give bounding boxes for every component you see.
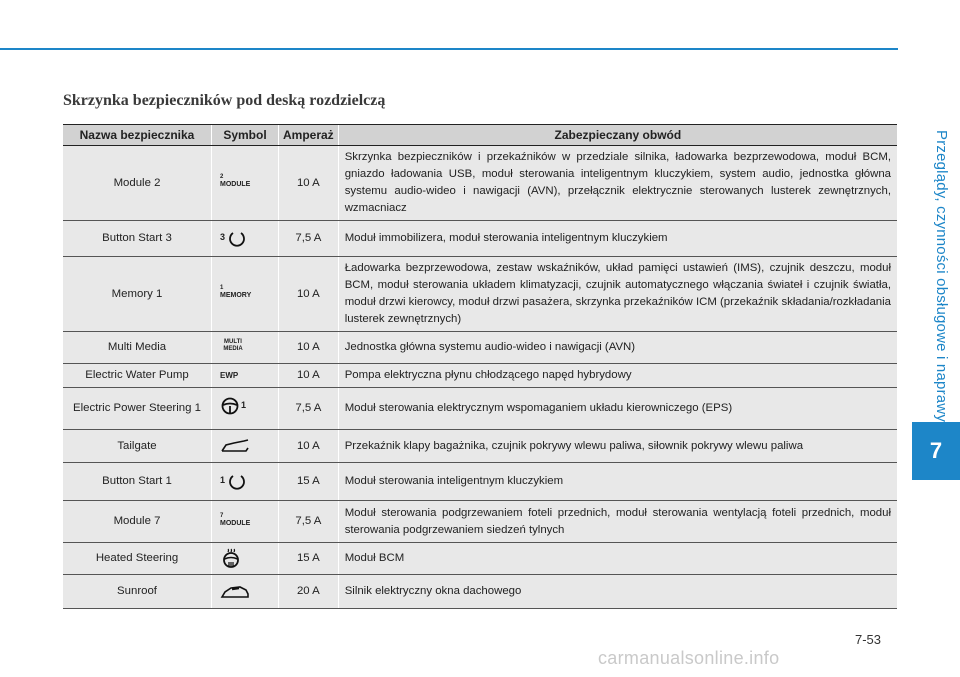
fuse-name: Sunroof — [63, 575, 212, 609]
table-row — [63, 543, 897, 575]
fuse-amperage: 10 A — [279, 257, 339, 332]
fuse-name: Heated Steering — [63, 543, 212, 575]
multimedia-symbol-icon: MULTI MEDIA — [223, 339, 243, 352]
fuse-circuit: Przekaźnik klapy bagażnika, czujnik pokrywy wlewu paliwa, siłownik pokrywy wlewu paliwa — [338, 430, 897, 463]
fuse-symbol — [212, 221, 279, 257]
start-button-icon: 1 — [218, 472, 247, 492]
fuse-amperage: 15 A — [279, 463, 339, 501]
fuse-table — [63, 124, 897, 609]
table-row — [63, 463, 897, 501]
fuse-symbol — [212, 388, 279, 430]
fuse-amperage: 15 A — [279, 543, 339, 575]
module-symbol-icon: 2 MODULE — [220, 174, 251, 188]
tailgate-icon — [218, 437, 272, 455]
fuse-circuit: Pompa elektryczna płynu chłodzącego napęd hybrydowy — [338, 364, 897, 388]
watermark: carmanualsonline.info — [598, 648, 780, 668]
sunroof-icon — [218, 583, 272, 601]
table-row — [63, 332, 897, 364]
fuse-circuit: Moduł sterowania inteligentnym kluczykiem — [338, 463, 897, 501]
page-number: 7-53 — [855, 632, 882, 647]
table-row — [63, 364, 897, 388]
fuse-amperage: 7,5 A — [279, 221, 339, 257]
table-header-row — [63, 125, 897, 146]
table-row — [63, 221, 897, 257]
fuse-amperage: 20 A — [279, 575, 339, 609]
table-row — [63, 430, 897, 463]
fuse-circuit: Skrzynka bezpieczników i przekaźników w przedziale silnika, ładowarka bezprzewodowa, moduł BCM, gniazdo ładowania USB, moduł sterowania inteligentnym kluczykiem, system audio, jednostka główna systemu audio-wideo i nawigacji (AVN), przełącznik elektrycznie sterowanych lusterek zewnętrznych, wzmacniacz — [338, 146, 897, 221]
chapter-tab: 7 — [912, 422, 960, 480]
fuse-circuit: Jednostka główna systemu audio-wideo i nawigacji (AVN) — [338, 332, 897, 364]
fuse-circuit: Moduł immobilizera, moduł sterowania inteligentnym kluczykiem — [338, 221, 897, 257]
header-symbol: Symbol — [212, 125, 279, 146]
fuse-circuit: Moduł sterowania podgrzewaniem foteli przednich, moduł sterowania wentylacją foteli przednich, moduł sterowania podgrzewaniem siedzeń tylnych — [338, 501, 897, 543]
module-symbol-icon: 7 MODULE — [220, 512, 251, 527]
table-row — [63, 501, 897, 543]
table-row — [63, 257, 897, 332]
fuse-circuit: Moduł sterowania elektrycznym wspomaganiem układu kierowniczego (EPS) — [338, 388, 897, 430]
fuse-amperage: 10 A — [279, 364, 339, 388]
fuse-symbol — [212, 257, 279, 332]
header-fuse-name: Nazwa bezpiecznika — [63, 125, 212, 146]
memory-symbol-icon: 1 MEMORY — [220, 285, 252, 299]
start-button-icon: 3 — [218, 229, 247, 249]
fuse-symbol — [212, 146, 279, 221]
fuse-symbol — [212, 501, 279, 543]
table-row — [63, 388, 897, 430]
fuse-name: Multi Media — [63, 332, 212, 364]
fuse-name: Electric Power Steering 1 — [63, 388, 212, 430]
fuse-amperage: 10 A — [279, 146, 339, 221]
fuse-symbol — [212, 332, 279, 364]
heated-steering-icon — [218, 548, 272, 570]
section-title: Skrzynka bezpieczników pod deską rozdzielczą — [63, 92, 386, 109]
fuse-amperage: 7,5 A — [279, 501, 339, 543]
header-circuit: Zabezpieczany obwód — [338, 125, 897, 146]
fuse-circuit: Ładowarka bezprzewodowa, zestaw wskaźników, układ pamięci ustawień (IMS), czujnik deszczu, moduł BCM, moduł sterowania układem klimatyzacji, czujnik automatycznego włączania świateł i czujnik światła, moduł drzwi kierowcy, moduł drzwi pasażera, skrzynka przekaźników ICM (przekaźnik składania/rozkładania lusterek zewnętrznych) — [338, 257, 897, 332]
table-row — [63, 146, 897, 221]
side-chapter-label: Przeglądy, czynności obsługowe i naprawy — [933, 130, 950, 423]
fuse-symbol — [212, 430, 279, 463]
fuse-name: Electric Water Pump — [63, 364, 212, 388]
fuse-symbol — [212, 364, 279, 388]
fuse-amperage: 10 A — [279, 332, 339, 364]
fuse-amperage: 7,5 A — [279, 388, 339, 430]
top-rule — [0, 48, 898, 50]
fuse-circuit: Silnik elektryczny okna dachowego — [338, 575, 897, 609]
fuse-circuit: Moduł BCM — [338, 543, 897, 575]
header-amperage: Amperaż — [279, 125, 339, 146]
fuse-name: Tailgate — [63, 430, 212, 463]
fuse-name: Module 2 — [63, 146, 212, 221]
fuse-name: Button Start 1 — [63, 463, 212, 501]
fuse-name: Button Start 3 — [63, 221, 212, 257]
fuse-amperage: 10 A — [279, 430, 339, 463]
power-steering-icon: 1 — [218, 396, 246, 416]
fuse-symbol — [212, 463, 279, 501]
fuse-symbol — [212, 543, 279, 575]
ewp-symbol-icon: EWP — [220, 371, 239, 380]
fuse-name: Module 7 — [63, 501, 212, 543]
fuse-name: Memory 1 — [63, 257, 212, 332]
fuse-symbol — [212, 575, 279, 609]
table-row — [63, 575, 897, 609]
